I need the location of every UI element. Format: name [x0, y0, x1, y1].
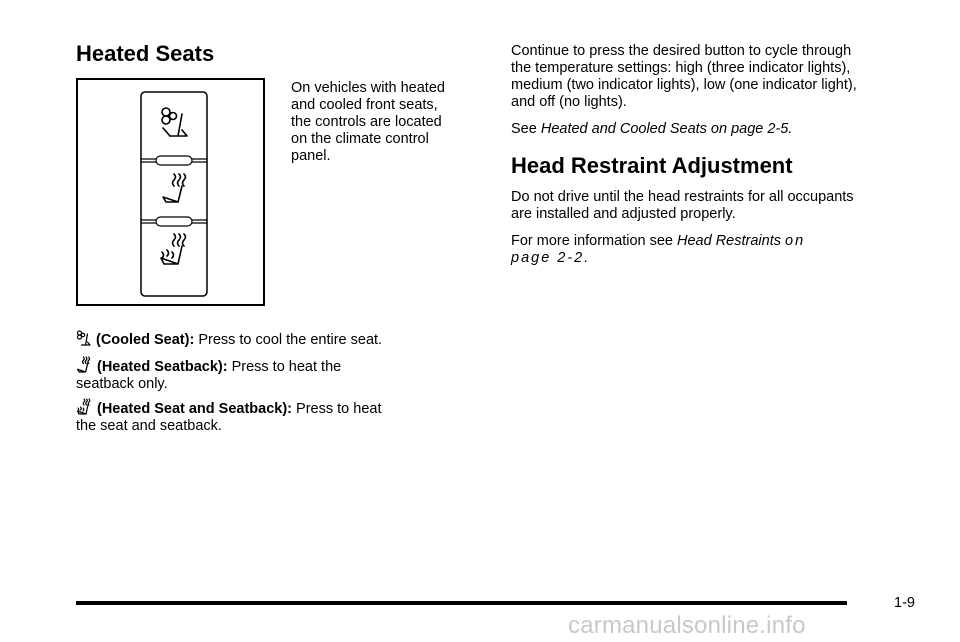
- paragraph-line: [511, 250, 805, 267]
- heated-seatback-description: [76, 356, 341, 393]
- figure-caption: [291, 80, 445, 165]
- paragraph-line: the temperature settings: high (three indicator lights),: [511, 60, 851, 76]
- more-info-reference: [511, 233, 805, 267]
- item-line: [76, 398, 381, 418]
- head-restraints-link-page[interactable]: page 2-2.: [511, 250, 591, 266]
- item-text: Press to cool the entire seat.: [198, 332, 383, 348]
- caption-line: and cooled front seats,: [291, 97, 438, 113]
- more-prefix: For more information see: [511, 233, 673, 249]
- section-heading-head-restraint: Head Restraint Adjustment: [511, 153, 793, 178]
- temperature-cycle-paragraph: [511, 43, 857, 111]
- paragraph-line: are installed and adjusted properly.: [511, 206, 736, 222]
- caption-line: the controls are located: [291, 114, 442, 130]
- item-line: [76, 356, 341, 376]
- heated-seat-seatback-icon[interactable]: [161, 234, 186, 264]
- heated-seatback-icon: [76, 356, 93, 373]
- item-label: (Heated Seatback):: [97, 359, 228, 375]
- see-reference-link[interactable]: Heated and Cooled Seats on page 2-5.: [540, 121, 793, 137]
- cooled-seat-icon: [76, 330, 92, 346]
- caption-line: panel.: [291, 148, 331, 164]
- watermark: carmanualsonline.info: [568, 612, 806, 639]
- caption-line: On vehicles with heated: [291, 80, 445, 96]
- head-restraints-link-on[interactable]: on: [785, 233, 806, 249]
- climate-control-figure: [76, 78, 265, 306]
- item-line: seatback only.: [76, 376, 168, 392]
- item-line: the seat and seatback.: [76, 418, 222, 434]
- page-number: 1-9: [894, 595, 915, 611]
- head-restraints-link[interactable]: Head Restraints: [677, 233, 781, 249]
- footer-rule: [76, 601, 847, 605]
- item-label: (Heated Seat and Seatback):: [97, 401, 293, 417]
- see-reference: [511, 121, 792, 138]
- caption-line: on the climate control: [291, 131, 429, 147]
- item-text: Press to heat the: [231, 359, 342, 375]
- paragraph-line: medium (two indicator lights), low (one indicator light),: [511, 77, 857, 93]
- cooled-seat-description: [76, 330, 382, 349]
- panel-divider-upper: [141, 156, 207, 165]
- paragraph-line: Do not drive until the head restraints for all occupants: [511, 189, 854, 205]
- heated-seatback-icon[interactable]: [163, 174, 186, 202]
- heated-seat-seatback-description: [76, 398, 381, 435]
- cooled-seat-icon[interactable]: [162, 108, 187, 136]
- see-prefix: See: [511, 121, 537, 137]
- paragraph-line: Continue to press the desired button to cycle through: [511, 43, 852, 59]
- paragraph-line: and off (no lights).: [511, 94, 627, 110]
- panel-divider-lower: [141, 217, 207, 226]
- paragraph-line: [511, 233, 805, 250]
- item-text: Press to heat: [296, 401, 382, 417]
- section-heading-heated-seats: Heated Seats: [76, 41, 215, 66]
- item-label: (Cooled Seat):: [96, 332, 195, 348]
- seat-control-panel: [78, 80, 263, 304]
- head-restraint-paragraph: [511, 189, 854, 223]
- heated-seat-seatback-icon: [76, 398, 93, 415]
